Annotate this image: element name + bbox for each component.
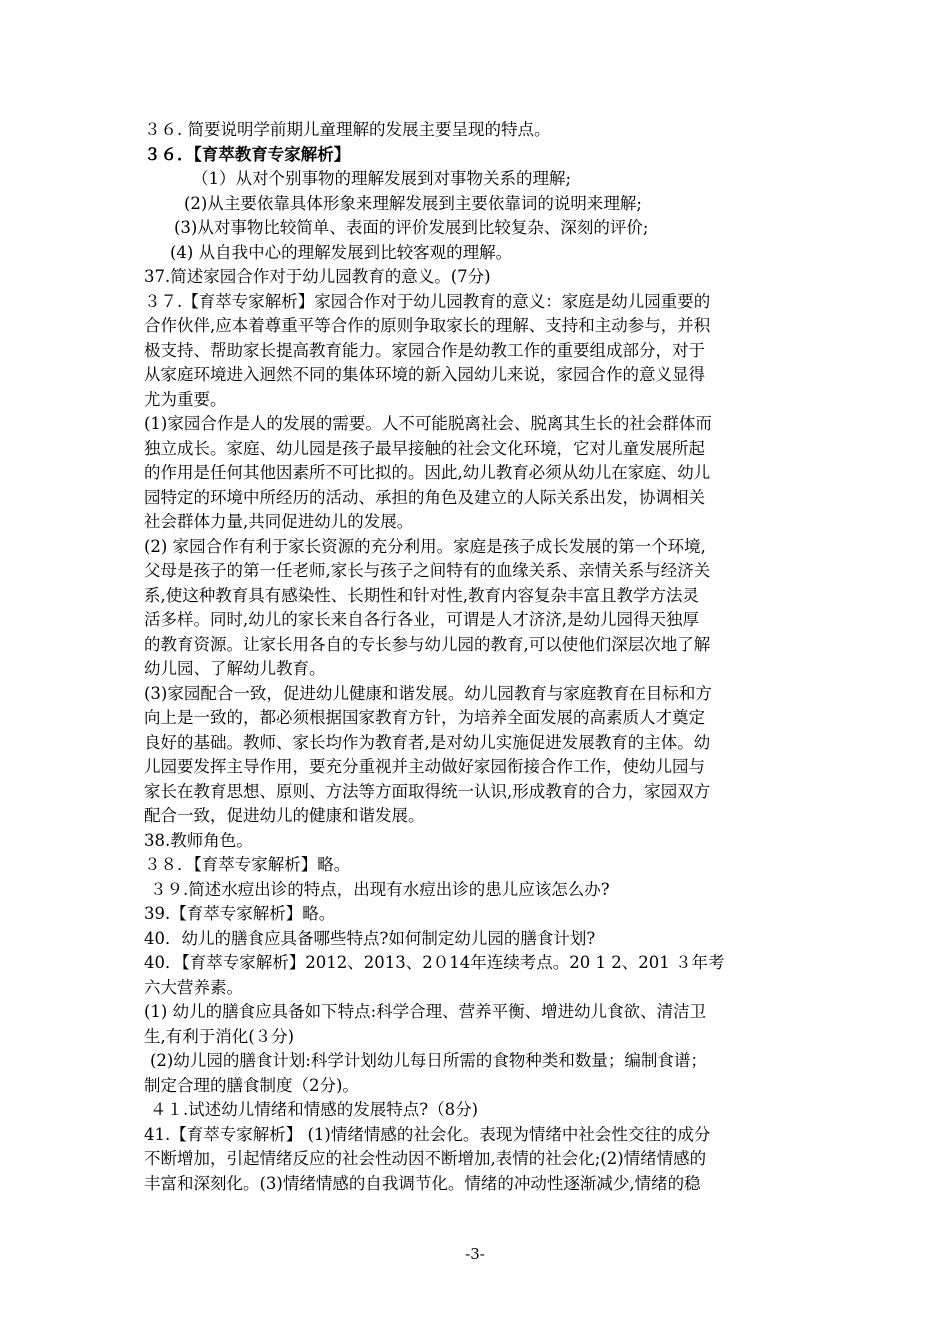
- answer-37-text: 合作伙伴,应本着尊重平等合作的原则争取家长的理解、支持和主动参与，并积: [144, 316, 711, 335]
- question-36: ３６. 简要说明学前期儿童理解的发展主要呈现的特点。: [144, 120, 551, 139]
- answer-38: ３８．【育萃专家解析】略。: [144, 855, 351, 874]
- document-body: [144, 118, 812, 1196]
- answer-37-point-1: 的作用是任何其他因素所不可比拟的。因此,幼儿教育必须从幼儿在家庭、幼儿: [144, 463, 711, 482]
- question-41: ４１.试述幼儿情绪和情感的发展特点?（8分): [150, 1100, 479, 1119]
- answer-40-point-1: 生,有利于消化(３分): [144, 1026, 295, 1046]
- answer-40-point-1: (1) 幼儿的膳食应具备如下特点:科学合理、营养平衡、增进幼儿食欲、清洁卫: [144, 1002, 707, 1021]
- answer-37-point-2: 的教育资源。让家长用各自的专长参与幼儿园的教育,可以使他们深层次地了解: [144, 634, 711, 654]
- answer-37-point-3: (3)家园配合一致，促进幼儿健康和谐发展。幼儿园教育与家庭教育在目标和方: [144, 683, 712, 703]
- answer-37-point-1: 社会群体力量,共同促进幼儿的发展。: [144, 512, 414, 531]
- answer-37-point-2: 幼儿园、了解幼儿教育。: [144, 659, 326, 678]
- answer-37-text: 极支持、帮助家长提高教育能力。家园合作是幼教工作的重要组成部分，对于: [144, 340, 705, 360]
- answer-36-point-1: （1）从对个别事物的理解发展到对事物关系的理解;: [192, 169, 572, 188]
- answer-37-point-1: (1)家园合作是人的发展的需要。人不可能脱离社会、脱离其生长的社会群体而: [144, 414, 712, 433]
- answer-37-text: ３７.【育萃专家解析】家园合作对于幼儿园教育的意义：家庭是幼儿园重要的: [144, 291, 711, 311]
- question-37: 37.简述家园合作对于幼儿园教育的意义。(7分): [144, 267, 491, 286]
- answer-37-point-1: 独立成长。家庭、幼儿园是孩子最早接触的社会文化环境，它对儿童发展所起: [144, 438, 705, 458]
- question-40: 40．幼儿的膳食应具备哪些特点?如何制定幼儿园的膳食计划?: [144, 928, 596, 948]
- answer-36-point-2: (2)从主要依靠具体形象来理解发展到主要依靠词的说明来理解;: [184, 193, 642, 213]
- answer-36-point-4: (4) 从自我中心的理解发展到比较客观的理解。: [170, 242, 513, 262]
- answer-37-point-1: 园特定的环境中所经历的活动、承担的角色及建立的人际关系出发，协调相关: [144, 487, 705, 507]
- answer-37-point-2: 活多样。同时,幼儿的家长来自各行各业，可谓是人才济济,是幼儿园得天独厚: [144, 610, 699, 629]
- answer-40-point-2: 制定合理的膳食制度（2分)。: [144, 1075, 359, 1095]
- answer-37-text: 从家庭环境进入迥然不同的集体环境的新入园幼儿来说，家园合作的意义显得: [144, 365, 705, 384]
- answer-37-point-3: 配合一致，促进幼儿的健康和谐发展。: [144, 806, 425, 825]
- answer-37-point-3: 儿园要发挥主导作用，要充分重视并主动做好家园衔接合作工作，使幼儿园与: [144, 757, 705, 776]
- answer-37-point-3: 家长在教育思想、原则、方法等方面取得统一认识,形成教育的合力，家园双方: [144, 781, 711, 801]
- answer-40-text: 六大营养素。: [144, 977, 243, 997]
- question-38: 38.教师角色。: [144, 830, 253, 850]
- answer-37-point-2: (2) 家园合作有利于家长资源的充分利用。家庭是孩子成长发展的第一个环境,: [144, 536, 706, 556]
- answer-40-text: 40．【育萃专家解析】2012、2013、2０14年连续考点。20 1 2、201 ３年考: [144, 953, 725, 972]
- page-number: -3-: [465, 1245, 485, 1263]
- answer-36-point-3: (3)从对事物比较简单、表面的评价发展到比较复杂、深刻的评价;: [174, 218, 649, 237]
- answer-37-point-3: 良好的基础。教师、家长均作为教育者,是对幼儿实施促进发展教育的主体。幼: [144, 732, 711, 752]
- answer-36-heading: ３６．【育萃教育专家解析】: [144, 144, 351, 164]
- answer-37-text: 尤为重要。: [144, 389, 227, 409]
- answer-39: 39.【育萃专家解析】略。: [144, 904, 336, 923]
- answer-37-point-2: 系,使这种教育具有感染性、长期性和针对性,教育内容复杂丰富且教学方法灵: [144, 585, 699, 605]
- answer-37-point-3: 向上是一致的，都必须根据国家教育方针，为培养全面发展的高素质人才奠定: [144, 708, 705, 727]
- answer-41-text: 41.【育萃专家解析】 (1)情绪情感的社会化。表现为情绪中社会性交往的成分: [144, 1124, 711, 1144]
- answer-40-point-2: (2)幼儿园的膳食计划:科学计划幼儿每日所需的食物种类和数量；编制食谱；: [150, 1051, 707, 1070]
- answer-41-text: 不断增加，引起情绪反应的社会性动因不断增加,表情的社会化;(2)情绪情感的: [144, 1149, 707, 1168]
- question-39: ３９.简述水痘出诊的特点，出现有水痘出诊的患儿应该怎么办?: [150, 879, 610, 899]
- answer-37-point-2: 父母是孩子的第一任老师,家长与孩子之间特有的血缘关系、亲情关系与经济关: [144, 561, 711, 580]
- answer-41-text: 丰富和深刻化。(3)情绪情感的自我调节化。情绪的冲动性逐渐减少,情绪的稳: [144, 1173, 701, 1193]
